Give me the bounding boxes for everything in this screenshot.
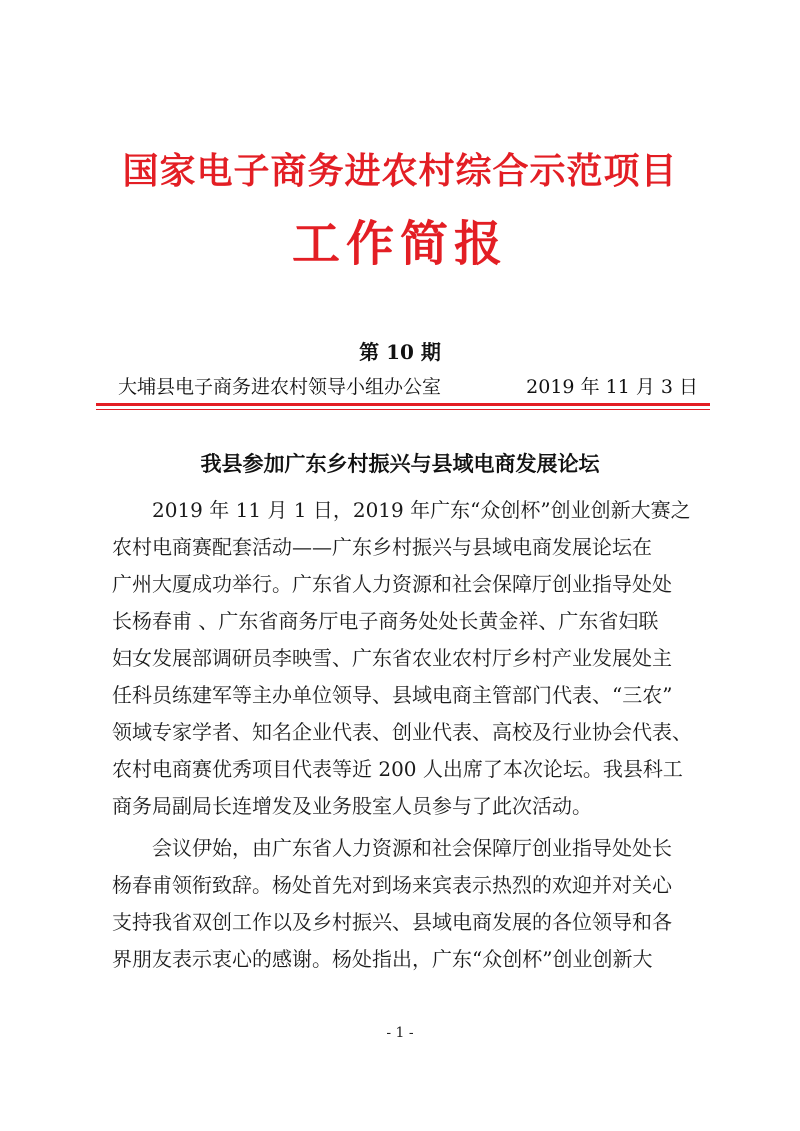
red-rule-thick	[96, 403, 710, 406]
issue-date: 2019 年 11 月 3 日	[526, 376, 698, 398]
masthead-title: 国家电子商务进农村综合示范项目	[122, 150, 678, 192]
paragraph-line: 农村电商赛配套活动——广东乡村振兴与县域电商发展论坛在	[112, 535, 652, 559]
paragraph-line: 杨春甫领衔致辞。杨处首先对到场来宾表示热烈的欢迎并对关心	[112, 873, 672, 897]
issue-number: 第 10 期	[359, 340, 441, 364]
red-rule-thin	[96, 409, 710, 410]
paragraph-line: 会议伊始，由广东省人力资源和社会保障厅创业指导处处长	[152, 836, 672, 860]
paragraph-line: 界朋友表示衷心的感谢。杨处指出，广东“众创杯”创业创新大	[112, 947, 653, 971]
article-paragraph-1	[112, 492, 702, 825]
paragraph-line: 领域专家学者、知名企业代表、创业代表、高校及行业协会代表、	[112, 720, 692, 744]
paragraph-line: 妇女发展部调研员李映雪、广东省农业农村厅乡村产业发展处主	[112, 646, 672, 670]
paragraph-line: 任科员练建军等主办单位领导、县域电商主管部门代表、“三农”	[112, 683, 673, 707]
paragraph-line: 长杨春甫 、广东省商务厅电子商务处处长黄金祥、广东省妇联	[112, 609, 659, 633]
paragraph-line: 商务局副局长连增发及业务股室人员参与了此次活动。	[112, 794, 592, 818]
red-separator-rule	[96, 403, 710, 412]
article-title: 我县参加广东乡村振兴与县域电商发展论坛	[200, 452, 600, 476]
issuer-line	[118, 373, 698, 401]
page-number: - 1 -	[386, 1025, 414, 1041]
paragraph-line: 2019 年 11 月 1 日，2019 年广东“众创杯”创业创新大赛之	[152, 498, 691, 522]
paragraph-line: 支持我省双创工作以及乡村振兴、县域电商发展的各位领导和各	[112, 910, 672, 934]
masthead-subtitle: 工作简报	[291, 216, 508, 272]
issuer-name: 大埔县电子商务进农村领导小组办公室	[118, 376, 442, 398]
article-paragraph-2	[112, 830, 702, 978]
paragraph-line: 农村电商赛优秀项目代表等近 200 人出席了本次论坛。我县科工	[112, 757, 683, 781]
paragraph-line: 广州大厦成功举行。广东省人力资源和社会保障厅创业指导处处	[112, 572, 672, 596]
